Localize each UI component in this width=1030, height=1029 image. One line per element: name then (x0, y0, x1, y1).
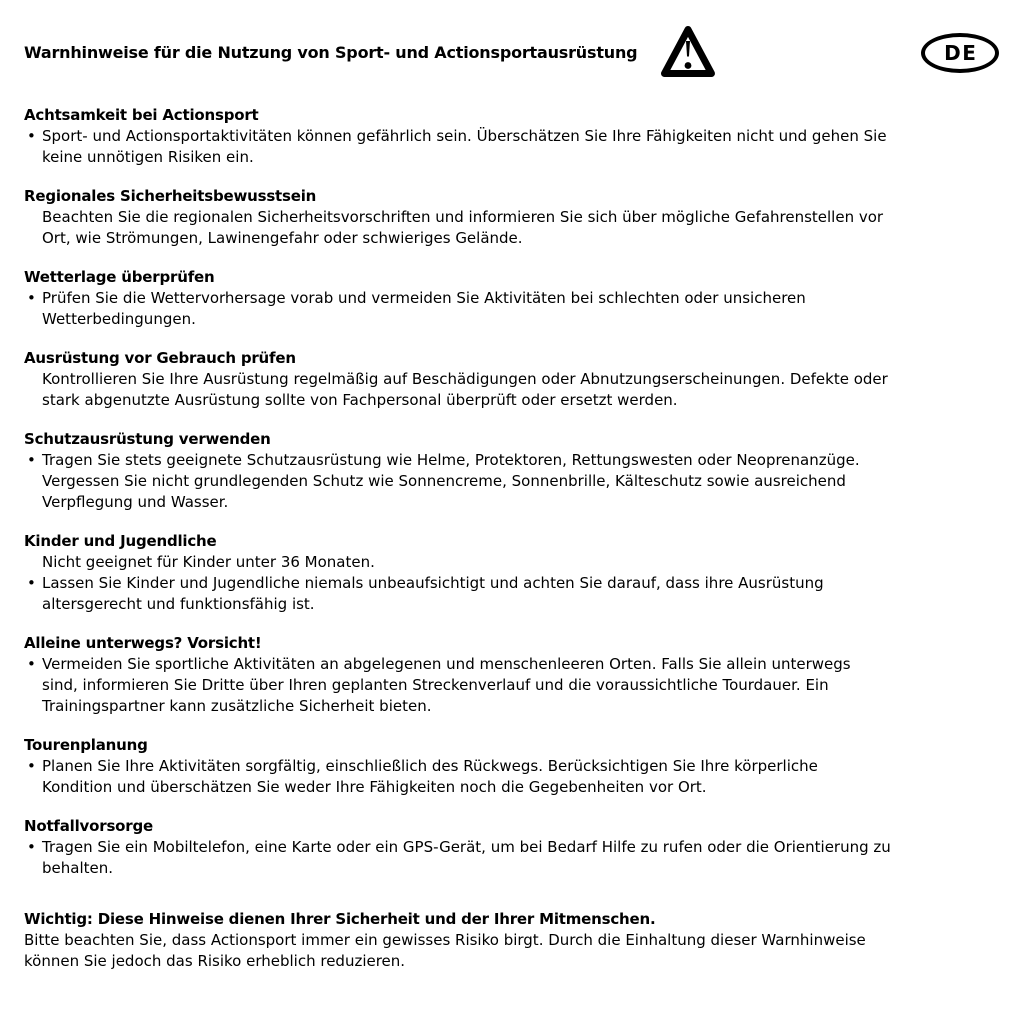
section-heading: Schutzausrüstung verwenden (24, 430, 271, 448)
warning-sections (24, 105, 999, 879)
bullet-item (24, 837, 999, 879)
text-line: Bitte beachten Sie, dass Actionsport immer ein gewisses Risiko birgt. Durch die Einhaltung dieser Warnhinweise (24, 931, 866, 949)
section-heading: Regionales Sicherheitsbewusstsein (24, 187, 317, 205)
bullet-item (24, 654, 999, 717)
page-title: Warnhinweise für die Nutzung von Sport- und Actionsportausrüstung (24, 43, 638, 62)
text-line: altersgerecht und funktionsfähig ist. (42, 595, 315, 613)
section-kinder-und-jugendliche (24, 531, 999, 615)
bullet-item (24, 126, 999, 168)
text-line: Lassen Sie Kinder und Jugendliche niemals unbeaufsichtigt und achten Sie darauf, dass ihre Ausrüstung (42, 574, 824, 592)
bullet-marker: • (27, 127, 36, 145)
section-alleine-unterwegs (24, 633, 999, 717)
section-regionales-sicherheitsbewusstsein (24, 186, 999, 249)
important-note (24, 909, 999, 972)
text-line: können Sie jedoch das Risiko erheblich reduzieren. (24, 952, 406, 970)
text-line: stark abgenutzte Ausrüstung sollte von Fachpersonal überprüft oder ersetzt werden. (42, 391, 678, 409)
bullet-marker: • (27, 757, 36, 775)
text-line: Ort, wie Strömungen, Lawinengefahr oder schwieriges Gelände. (42, 229, 523, 247)
text-line: behalten. (42, 859, 114, 877)
text-line: Wetterbedingungen. (42, 310, 196, 328)
plain-item (24, 552, 999, 573)
text-line: Planen Sie Ihre Aktivitäten sorgfältig, einschließlich des Rückwegs. Berücksichtigen Sie Ihre körperliche (42, 757, 818, 775)
section-heading: Notfallvorsorge (24, 817, 153, 835)
text-line: Tragen Sie ein Mobiltelefon, eine Karte oder ein GPS-Gerät, um bei Bedarf Hilfe zu rufen oder die Orientierung zu (42, 838, 891, 856)
section-notfallvorsorge (24, 816, 999, 879)
text-line: Beachten Sie die regionalen Sicherheitsvorschriften und informieren Sie sich über mögliche Gefahrenstellen vor (42, 208, 884, 226)
section-ausruestung-pruefen (24, 348, 999, 411)
language-badge-label: DE (944, 40, 978, 65)
text-line: sind, informieren Sie Dritte über Ihren geplanten Streckenverlauf und die voraussichtliche Tourdauer. Ein (42, 676, 829, 694)
bullet-marker: • (27, 838, 36, 856)
text-line: Prüfen Sie die Wettervorhersage vorab und vermeiden Sie Aktivitäten bei schlechten oder unsicheren (42, 289, 806, 307)
bullet-item (24, 288, 999, 330)
text-line: keine unnötigen Risiken ein. (42, 148, 254, 166)
document-header (24, 24, 999, 81)
bullet-item (24, 450, 999, 513)
text-line: Tragen Sie stets geeignete Schutzausrüstung wie Helme, Protektoren, Rettungswesten oder Neoprenanzüge. (42, 451, 860, 469)
section-tourenplanung (24, 735, 999, 798)
bullet-marker: • (27, 655, 36, 673)
bullet-marker: • (27, 289, 36, 307)
language-badge (921, 33, 999, 73)
section-heading: Kinder und Jugendliche (24, 532, 217, 550)
text-line: Sport- und Actionsportaktivitäten können gefährlich sein. Überschätzen Sie Ihre Fähigkeiten nicht und gehen Sie (42, 127, 887, 145)
bullet-marker: • (27, 574, 36, 592)
text-line: Nicht geeignet für Kinder unter 36 Monaten. (42, 553, 375, 571)
text-line: Vergessen Sie nicht grundlegenden Schutz wie Sonnencreme, Sonnenbrille, Kälteschutz sowie ausreichend (42, 472, 846, 490)
section-heading: Achtsamkeit bei Actionsport (24, 106, 259, 124)
text-line: Vermeiden Sie sportliche Aktivitäten an abgelegenen und menschenleeren Orten. Falls Sie allein unterwegs (42, 655, 851, 673)
section-heading: Tourenplanung (24, 736, 148, 754)
plain-item (24, 207, 999, 249)
bullet-item (24, 573, 999, 615)
bullet-marker: • (27, 451, 36, 469)
important-note-heading: Wichtig: Diese Hinweise dienen Ihrer Sicherheit und der Ihrer Mitmenschen. (24, 910, 656, 928)
bullet-item (24, 756, 999, 798)
section-heading: Ausrüstung vor Gebrauch prüfen (24, 349, 296, 367)
text-line: Trainingspartner kann zusätzliche Sicherheit bieten. (42, 697, 432, 715)
text-line: Verpflegung und Wasser. (42, 493, 229, 511)
warning-triangle-icon (659, 24, 717, 81)
text-line: Kondition und überschätzen Sie weder Ihre Fähigkeiten noch die Gegebenheiten vor Ort. (42, 778, 707, 796)
text-line: Kontrollieren Sie Ihre Ausrüstung regelmäßig auf Beschädigungen oder Abnutzungserscheinungen. Defekte oder (42, 370, 888, 388)
section-schutzausruestung (24, 429, 999, 513)
section-achtsamkeit (24, 105, 999, 168)
section-heading: Wetterlage überprüfen (24, 268, 215, 286)
section-wetterlage (24, 267, 999, 330)
plain-item (24, 369, 999, 411)
section-heading: Alleine unterwegs? Vorsicht! (24, 634, 262, 652)
